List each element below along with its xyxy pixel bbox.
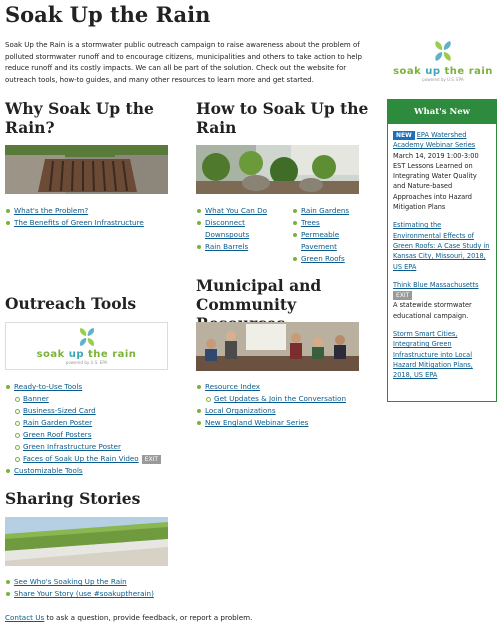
see-whos-soaking-link[interactable]: See Who's Soaking Up the Rain [14, 577, 127, 586]
list-item [196, 405, 386, 417]
list-item [5, 417, 190, 429]
list-item [5, 405, 190, 417]
banner-link[interactable]: Banner [23, 394, 49, 403]
list-item [196, 393, 386, 405]
intro-text: Soak Up the Rain is a stormwater public outreach campaign to raise awareness about the problem of polluted stormwater runoff and to encourage citizens, municipalities and others to take action to help reduce runoff and its costly impacts. We can all be part of the solution. Check out the website for outreach tools, how-to guides, and many other resources to learn more and get started. [5, 41, 362, 84]
webinar-series-link[interactable]: New England Webinar Series [205, 418, 309, 427]
list-item [196, 217, 291, 241]
share-your-story-link[interactable]: Share Your Story (use #soakuptherain) [14, 589, 154, 598]
logo-wordmark: soak up the rain [393, 66, 493, 77]
green-roof-posters-link[interactable]: Green Roof Posters [23, 430, 92, 439]
outreach-heading: Outreach Tools [5, 294, 137, 313]
think-blue-link[interactable]: Think Blue Massachusetts [393, 280, 479, 289]
outreach-logo-box [5, 322, 168, 370]
disconnect-downspouts-link[interactable]: Disconnect Downspouts [205, 218, 250, 239]
list-item [292, 229, 362, 253]
news-item-text: March 14, 2019 1:00-3:00 EST Lessons Learned on Integrating Water Quality and Nature-based Approaches into Hazard Mitigation Plans [393, 151, 479, 212]
news-item [393, 220, 491, 271]
sharing-links [5, 576, 205, 600]
list-item [5, 205, 185, 217]
meeting-photo [196, 322, 359, 371]
new-badge: NEW [393, 131, 415, 140]
contact-line [5, 613, 252, 622]
customizable-tools-link[interactable]: Customizable Tools [14, 466, 83, 475]
resource-index-link[interactable]: Resource Index [205, 382, 261, 391]
municipal-links [196, 381, 386, 429]
rain-barrels-link[interactable]: Rain Barrels [205, 242, 249, 251]
contact-text: to ask a question, provide feedback, or report a problem. [44, 613, 253, 622]
exit-badge[interactable]: EXIT [393, 291, 412, 300]
leaf-logo-icon [432, 40, 454, 62]
get-updates-link[interactable]: Get Updates & Join the Conversation [214, 394, 346, 403]
list-item [5, 588, 205, 600]
green-infrastructure-poster-link[interactable]: Green Infrastructure Poster [23, 442, 121, 451]
logo-wordmark: soak up the rain [36, 349, 137, 360]
rain-garden-poster-link[interactable]: Rain Garden Poster [23, 418, 93, 427]
storm-drain-photo [5, 145, 168, 194]
logo-tagline: powered by U.S. EPA [65, 360, 108, 365]
rain-gardens-link[interactable]: Rain Gardens [301, 206, 350, 215]
whats-new-heading: What's New [388, 100, 496, 124]
news-item [393, 280, 491, 321]
list-item [292, 253, 362, 265]
storm-smart-cities-link[interactable]: Storm Smart Cities, Integrating Green Infrastructure into Local Hazard Mitigation Plans, 2018, US EPA [393, 330, 473, 380]
leaf-logo-icon [77, 327, 97, 347]
list-item [196, 241, 291, 253]
list-item [5, 217, 185, 229]
outreach-links [5, 381, 190, 477]
benefits-link[interactable]: The Benefits of Green Infrastructure [14, 218, 144, 227]
why-links [5, 205, 185, 229]
what-you-can-do-link[interactable]: What You Can Do [205, 206, 268, 215]
news-item [393, 329, 491, 380]
list-item [5, 441, 190, 453]
how-to-links-right [292, 205, 362, 265]
green-roofs-link[interactable]: Green Roofs [301, 254, 345, 263]
rain-garden-photo [196, 145, 359, 194]
how-to-links-left [196, 205, 291, 253]
ready-to-use-tools-link[interactable]: Ready-to-Use Tools [14, 382, 83, 391]
page-title: Soak Up the Rain [5, 2, 211, 27]
soak-up-the-rain-logo [393, 40, 493, 82]
faces-video-link[interactable]: Faces of Soak Up the Rain Video [23, 454, 139, 463]
logo-tagline: powered by U.S. EPA [422, 77, 464, 82]
list-item [5, 393, 190, 405]
list-item [196, 381, 386, 393]
permeable-pavement-link[interactable]: Permeable Pavement [301, 230, 340, 251]
list-item [5, 429, 190, 441]
list-item [5, 576, 205, 588]
watershed-webinar-link[interactable]: EPA Watershed Academy Webinar Series [393, 131, 476, 150]
local-organizations-link[interactable]: Local Organizations [205, 406, 276, 415]
list-item [5, 465, 190, 477]
list-item [292, 205, 362, 217]
list-item [5, 381, 190, 393]
green-roofs-case-study-link[interactable]: Estimating the Environmental Effects of Green Roofs: A Case Study in Kansas City, Missouri, 2018, US EPA [393, 221, 490, 271]
business-card-link[interactable]: Business-Sized Card [23, 406, 96, 415]
green-roof-photo [5, 517, 168, 566]
news-item-text: A statewide stormwater educational campaign. [393, 301, 472, 320]
whats-the-problem-link[interactable]: What's the Problem? [14, 206, 89, 215]
list-item [292, 217, 362, 229]
whats-new-panel [387, 99, 497, 402]
news-item [393, 130, 491, 212]
list-item [5, 453, 190, 465]
list-item [196, 205, 291, 217]
municipal-heading: Municipal and Community [196, 276, 322, 314]
contact-us-link[interactable]: Contact Us [5, 613, 45, 622]
list-item [196, 417, 386, 429]
how-to-heading: How to Soak Up the Rain [196, 99, 369, 137]
exit-badge[interactable]: EXIT [142, 455, 161, 464]
trees-link[interactable]: Trees [301, 218, 320, 227]
sharing-heading: Sharing Stories [5, 489, 141, 508]
why-heading: Why Soak Up the Rain? [5, 99, 154, 137]
